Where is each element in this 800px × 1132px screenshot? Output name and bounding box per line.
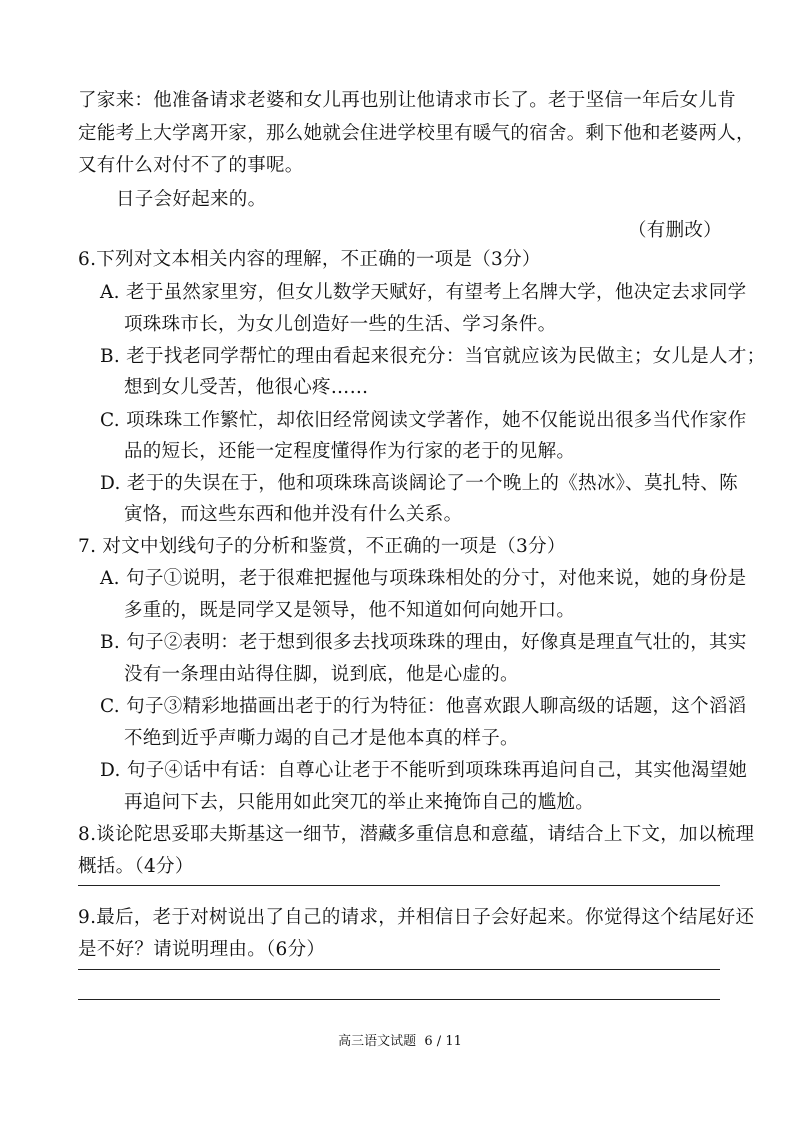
passage-line: 了家来：他准备请求老婆和女儿再也别让他请求市长了。老于坚信一年后女儿肯 — [78, 90, 737, 111]
passage-line: 日子会好起来的。 — [116, 189, 267, 210]
q6-option-d-cont: 寅恪，而这些东西和他并没有什么关系。 — [124, 504, 463, 525]
question-7-stem: 7. 对文中划线句子的分析和鉴赏，不正确的一项是（3分） — [78, 536, 566, 557]
source-note: （有删改） — [627, 220, 722, 241]
q7-option-b-cont: 没有一条理由站得住脚，说到底，他是心虚的。 — [124, 664, 519, 685]
q6-option-c-cont: 品的短长，还能一定程度懂得作为行家的老于的见解。 — [124, 441, 576, 462]
q6-option-d: D. 老于的失误在于，他和项珠珠高谈阔论了一个晚上的《热冰》、莫扎特、陈 — [100, 473, 738, 494]
answer-line-q8 — [78, 885, 720, 886]
q7-option-b: B. 句子②表明：老于想到很多去找项珠珠的理由，好像真是理直气壮的，其实 — [100, 632, 747, 653]
question-9-stem-cont: 是不好？请说明理由。（6分） — [78, 939, 326, 960]
q6-option-a: A. 老于虽然家里穷，但女儿数学天赋好，有望考上名牌大学，他决定去求同学 — [100, 282, 747, 303]
q7-option-a-cont: 多重的，既是同学又是领导，他不知道如何向她开口。 — [124, 600, 576, 621]
q7-option-d-cont: 再追问下去，只能用如此突兀的举止来掩饰自己的尴尬。 — [124, 792, 595, 813]
question-9-stem: 9.最后，老于对树说出了自己的请求，并相信日子会好起来。你觉得这个结尾好还 — [78, 907, 755, 928]
footer-label: 高三语文试题 — [338, 1034, 417, 1049]
page-number: 6 / 11 — [424, 1034, 462, 1049]
question-6-stem: 6.下列对文本相关内容的理解，不正确的一项是（3分） — [78, 249, 541, 270]
question-8-stem: 8.谈论陀思妥耶夫斯基这一细节，潜藏多重信息和意蕴，请结合上下文，加以梳理 — [78, 824, 755, 845]
page-footer — [0, 1032, 800, 1052]
q6-option-a-cont: 项珠珠市长，为女儿创造好一些的生活、学习条件。 — [124, 314, 557, 335]
answer-line-q9-2 — [78, 999, 720, 1000]
question-8-stem-cont: 概括。（4分） — [78, 856, 194, 877]
passage-line: 定能考上大学离开家，那么她就会住进学校里有暖气的宿舍。剩下他和老婆两人， — [78, 123, 755, 144]
q6-option-b-cont: 想到女儿受苦，他很心疼…… — [124, 377, 369, 398]
q7-option-d: D. 句子④话中有话：自尊心让老于不能听到项珠珠再追问自己，其实他渴望她 — [100, 760, 748, 781]
passage-line: 又有什么对付不了的事呢。 — [78, 155, 304, 176]
answer-line-q9-1 — [78, 969, 720, 970]
q7-option-a: A. 句子①说明，老于很难把握他与项珠珠相处的分寸，对他来说，她的身份是 — [100, 568, 747, 589]
q7-option-c-cont: 不绝到近乎声嘶力竭的自己才是他本真的样子。 — [124, 728, 519, 749]
q7-option-c: C. 句子③精彩地描画出老于的行为特征：他喜欢跟人聊高级的话题，这个滔滔 — [100, 696, 747, 717]
q6-option-c: C. 项珠珠工作繁忙，却依旧经常阅读文学著作，她不仅能说出很多当代作家作 — [100, 410, 747, 431]
q6-option-b: B. 老于找老同学帮忙的理由看起来很充分：当官就应该为民做主；女儿是人才； — [100, 346, 766, 367]
